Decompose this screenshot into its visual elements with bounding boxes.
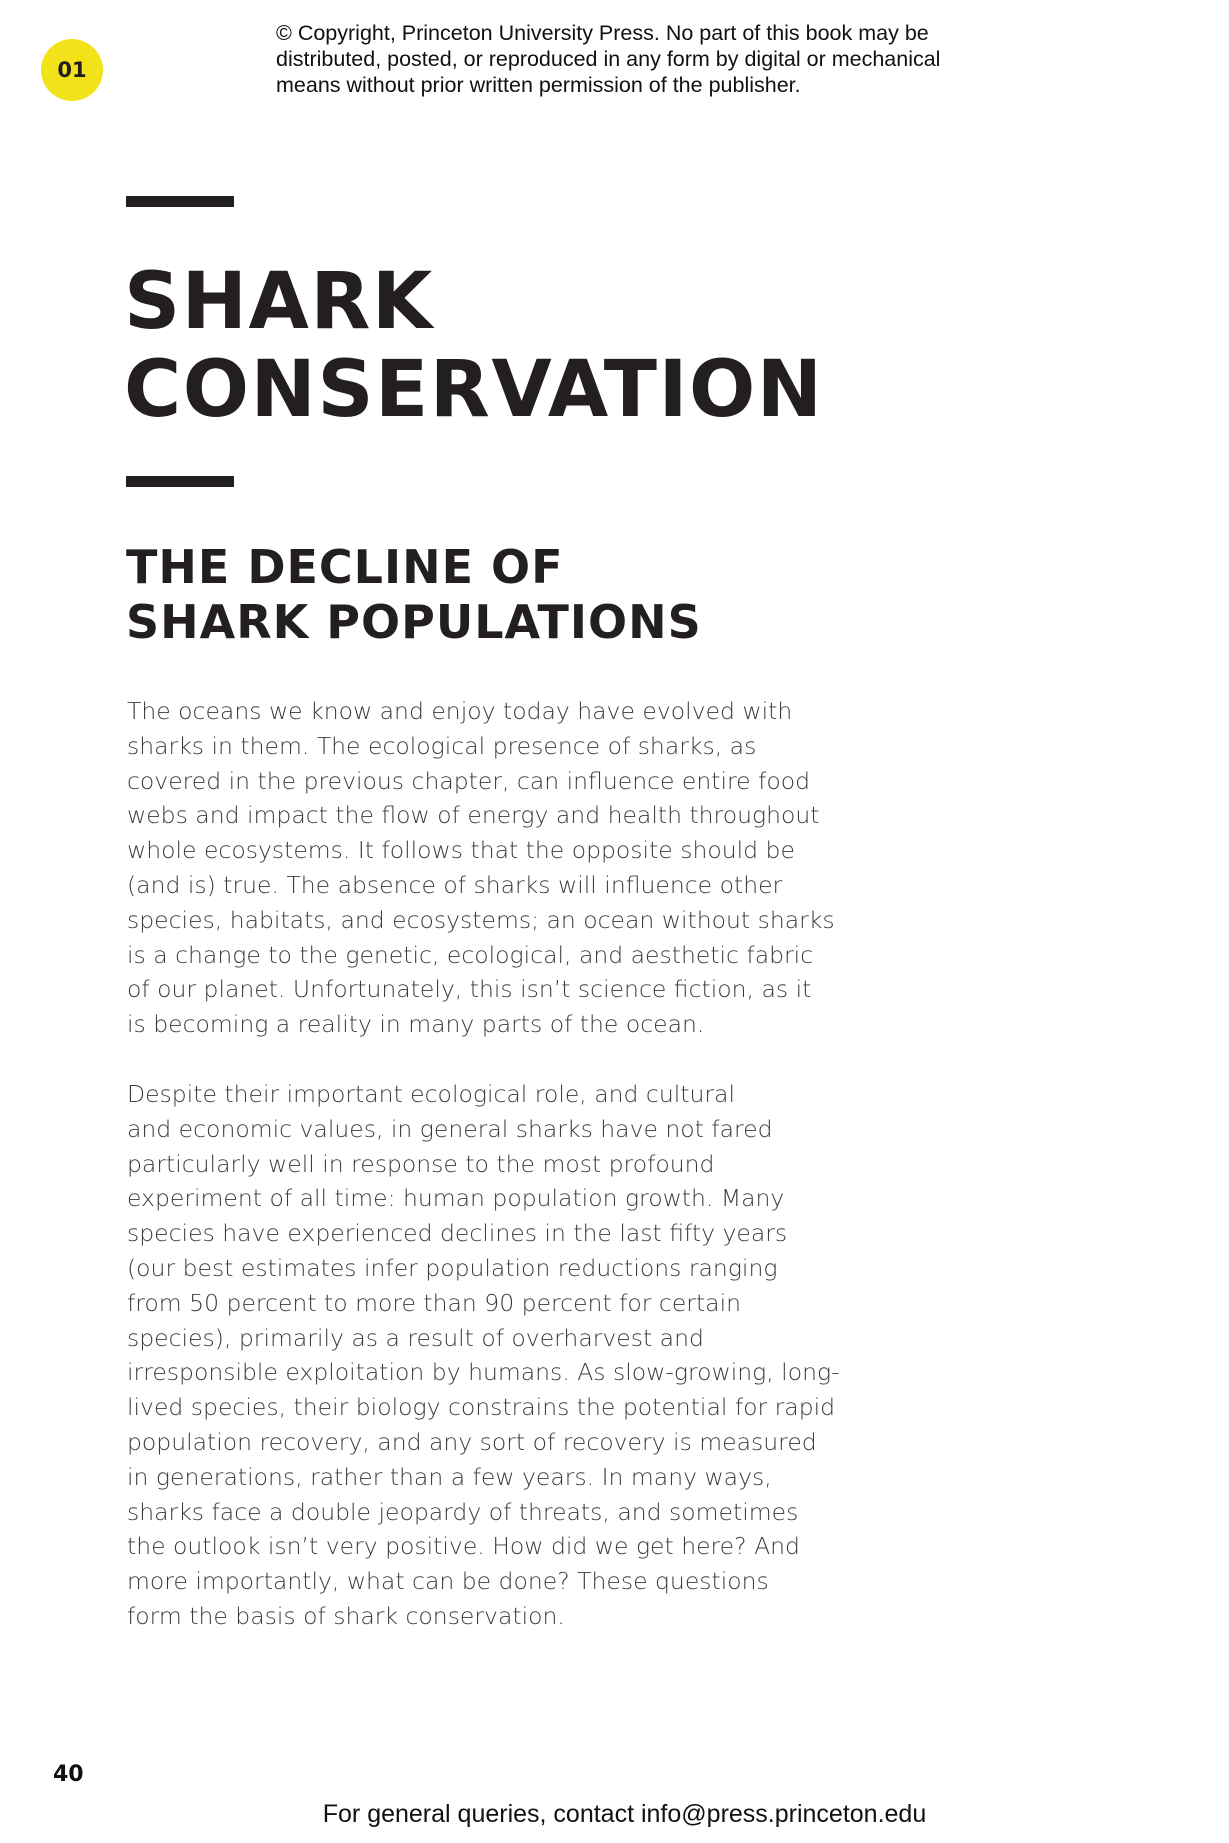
text-line: form the basis of shark conservation. bbox=[127, 1601, 565, 1630]
copyright-line: distributed, posted, or reproduced in any form by digital or mechanical bbox=[276, 47, 941, 71]
text-line: more importantly, what can be done? These questions bbox=[127, 1567, 769, 1596]
text-line: from 50 percent to more than 90 percent for certain bbox=[127, 1288, 741, 1317]
footer-contact: For general queries, contact info@press.princeton.edu bbox=[322, 1800, 927, 1828]
text-line: and economic values, in general sharks have not fared bbox=[127, 1114, 773, 1143]
text-line: webs and impact the flow of energy and health throughout bbox=[127, 801, 820, 830]
copyright-notice bbox=[276, 20, 976, 98]
text-line: species, habitats, and ecosystems; an ocean without sharks bbox=[127, 905, 835, 934]
text-line: of our planet. Unfortunately, this isn’t science fiction, as it bbox=[127, 975, 812, 1004]
text-line: species have experienced declines in the last fifty years bbox=[127, 1219, 788, 1248]
text-line: is a change to the genetic, ecological, and aesthetic fabric bbox=[127, 940, 814, 969]
chapter-title bbox=[124, 258, 824, 434]
body-paragraph-2 bbox=[127, 1077, 847, 1634]
text-line: sharks in them. The ecological presence of sharks, as bbox=[127, 731, 757, 760]
text-line: whole ecosystems. It follows that the opposite should be bbox=[127, 836, 795, 865]
copyright-line: © Copyright, Princeton University Press. No part of this book may be bbox=[276, 21, 929, 45]
chapter-title-line: SHARK bbox=[124, 257, 434, 347]
body-paragraph-1 bbox=[127, 694, 847, 1042]
section-title bbox=[126, 540, 702, 650]
text-line: (our best estimates infer population reductions ranging bbox=[127, 1253, 778, 1282]
text-line: population recovery, and any sort of recovery is measured bbox=[127, 1427, 817, 1456]
text-line: lived species, their biology constrains the potential for rapid bbox=[127, 1393, 836, 1422]
title-rule-bottom bbox=[126, 476, 234, 487]
text-line: experiment of all time: human population growth. Many bbox=[127, 1184, 785, 1213]
text-line: sharks face a double jeopardy of threats, and sometimes bbox=[127, 1497, 799, 1526]
section-title-line: SHARK POPULATIONS bbox=[126, 595, 702, 649]
chapter-title-line: CONSERVATION bbox=[124, 345, 824, 435]
text-line: covered in the previous chapter, can influence entire food bbox=[127, 766, 811, 795]
page-number: 40 bbox=[53, 1762, 84, 1787]
text-line: in generations, rather than a few years. In many ways, bbox=[127, 1462, 772, 1491]
text-line: is becoming a reality in many parts of the ocean. bbox=[127, 1010, 705, 1039]
section-title-line: THE DECLINE OF bbox=[126, 540, 564, 594]
text-line: The oceans we know and enjoy today have evolved with bbox=[127, 697, 793, 725]
text-line: (and is) true. The absence of sharks will influence other bbox=[127, 870, 783, 899]
title-rule-top bbox=[126, 196, 234, 207]
text-line: the outlook isn’t very positive. How did we get here? And bbox=[127, 1532, 800, 1561]
copyright-line: means without prior written permission of the publisher. bbox=[276, 73, 801, 97]
text-line: irresponsible exploitation by humans. As slow-growing, long- bbox=[127, 1358, 840, 1387]
text-line: Despite their important ecological role, and cultural bbox=[127, 1080, 735, 1108]
chapter-number-badge: 01 bbox=[41, 39, 103, 101]
text-line: particularly well in response to the most profound bbox=[127, 1149, 715, 1178]
text-line: species), primarily as a result of overharvest and bbox=[127, 1323, 704, 1352]
